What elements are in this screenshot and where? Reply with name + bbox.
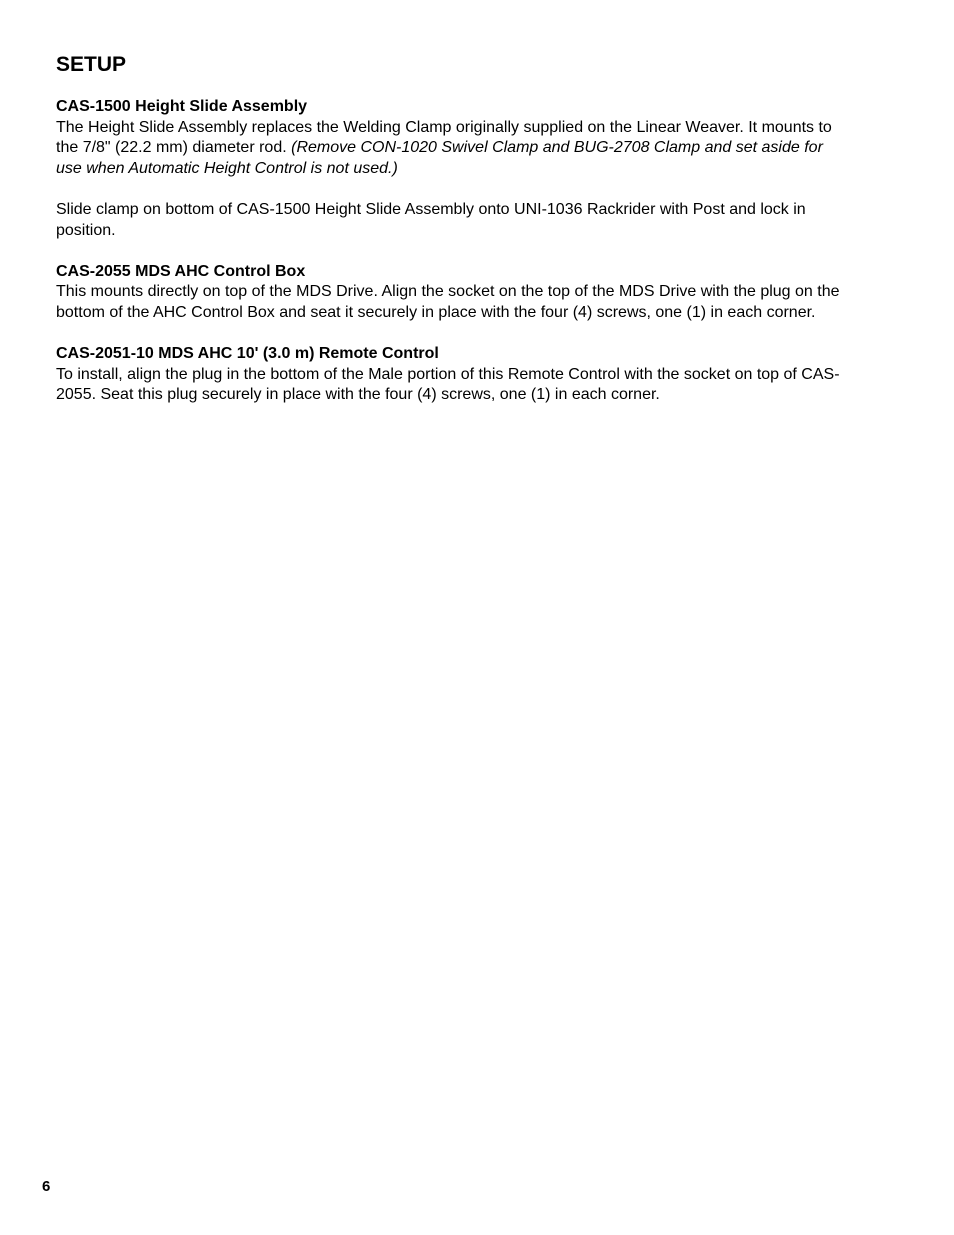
paragraph-text: The Height Slide Assembly replaces the Welding Clamp originally supplied on the Linear Weaver. It mounts to the 7/8" (22.2 mm) diameter rod. [56, 118, 832, 157]
section-spacer [56, 324, 846, 345]
section-height-slide-assembly [56, 97, 846, 241]
section-paragraph: This mounts directly on top of the MDS Drive. Align the socket on the top of the MDS Drive with the plug on the bottom of the AHC Control Box and seat it securely in place with the four (4) screws, one (1) in each corner. [56, 283, 840, 321]
setup-content [56, 97, 846, 406]
section-remote-control [56, 344, 846, 406]
section-heading: CAS-1500 Height Slide Assembly [56, 98, 308, 115]
page-title: SETUP [56, 53, 127, 76]
section-paragraph: Slide clamp on bottom of CAS-1500 Height Slide Assembly onto UNI-1036 Rackrider with Post and lock in position. [56, 200, 806, 239]
italic-note: (Remove CON-1020 Swivel Clamp and BUG-2708 Clamp and set aside for use when Automatic Height Control is not used.) [56, 139, 823, 177]
section-heading: CAS-2055 MDS AHC Control Box [56, 262, 306, 280]
page-number: 6 [42, 1178, 51, 1195]
section-spacer [56, 241, 846, 262]
section-heading: CAS-2051-10 MDS AHC 10' (3.0 m) Remote Control [56, 345, 439, 363]
section-ahc-control-box [56, 262, 846, 324]
section-paragraph: To install, align the plug in the bottom of the Male portion of this Remote Control with the socket on top of CAS-2055. Seat this plug securely in place with the four (4) screws, one (1) in each corner. [56, 365, 840, 404]
section-paragraph [56, 118, 846, 180]
paragraph-spacer [56, 179, 846, 200]
